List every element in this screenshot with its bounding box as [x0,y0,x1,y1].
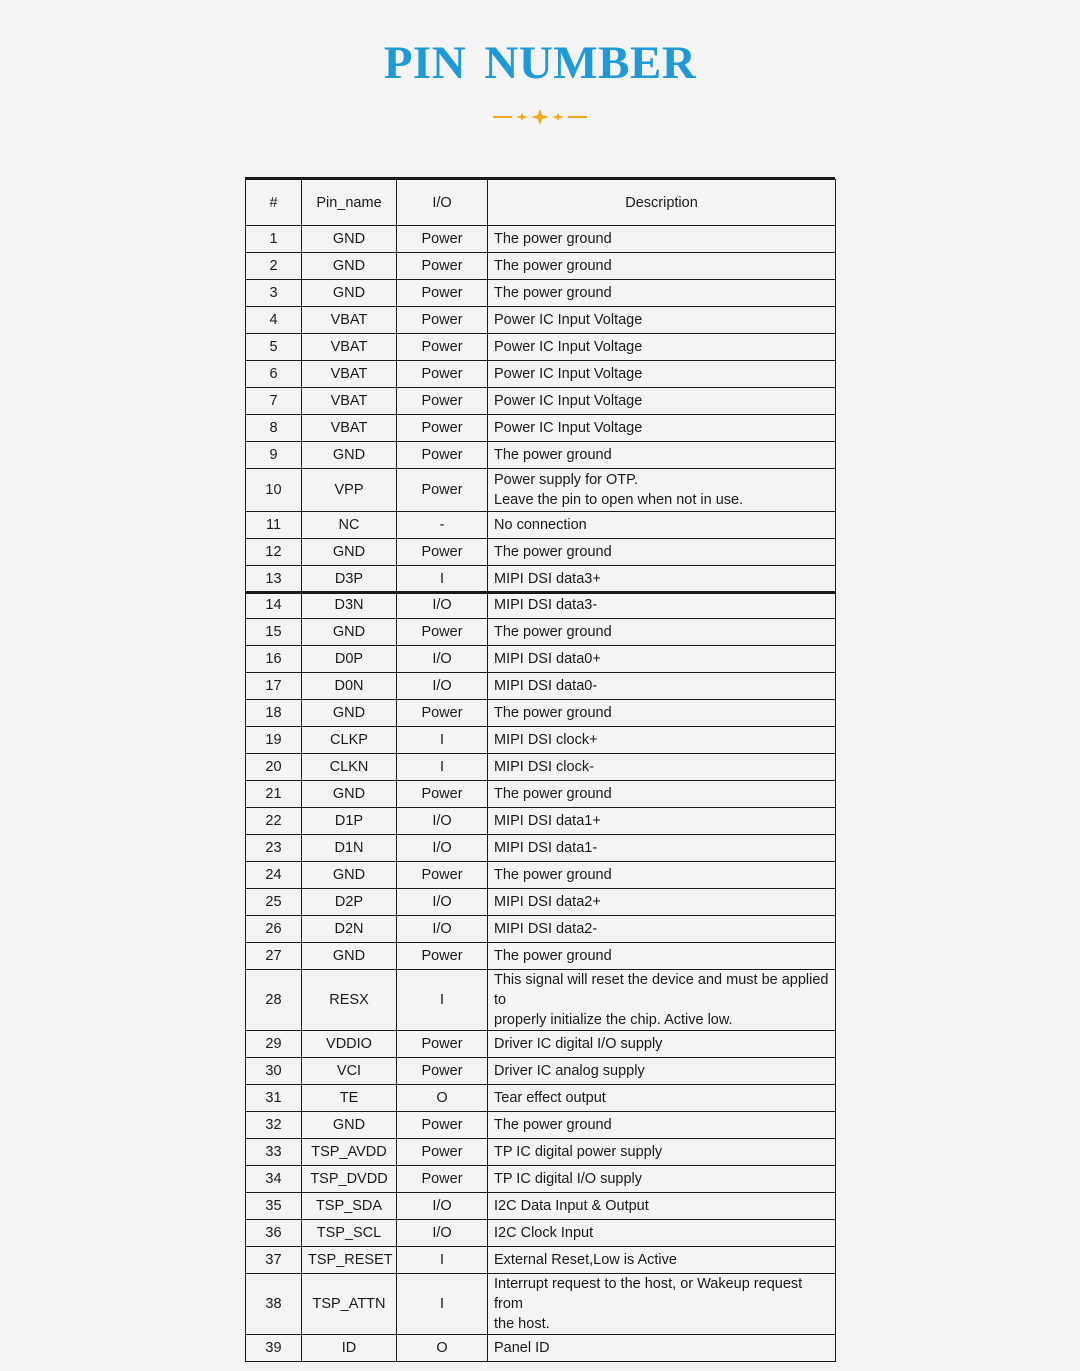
table-row [246,781,836,808]
pin-io-cell: Power [397,1139,488,1166]
description-line: Tear effect output [494,1090,606,1106]
pin-io-cell: I/O [397,889,488,916]
pin-table-part-2 [245,591,835,1362]
table-row [246,253,836,280]
pin-description-cell [488,592,836,619]
pin-description-cell [488,334,836,361]
pin-name-cell: NC [302,512,397,539]
pin-name-cell: VBAT [302,388,397,415]
pin-name-cell: D1P [302,808,397,835]
description-line: Panel ID [494,1340,550,1356]
table-row [246,1193,836,1220]
pin-description-cell [488,673,836,700]
description-line: MIPI DSI data1+ [494,813,601,829]
pin-number-cell: 15 [246,619,302,646]
pin-number-cell: 6 [246,361,302,388]
pin-io-cell: I/O [397,646,488,673]
pin-description-cell [488,1058,836,1085]
pin-io-cell: I [397,566,488,593]
pin-io-cell: I/O [397,808,488,835]
pin-name-cell: CLKP [302,727,397,754]
pin-description-cell [488,619,836,646]
table-row [246,943,836,970]
pin-description-cell [488,889,836,916]
description-line: The power ground [494,231,612,247]
pin-description-cell [488,835,836,862]
table-row [246,566,836,593]
description-line: Driver IC digital I/O supply [494,1036,663,1052]
pin-io-cell: I/O [397,835,488,862]
table-row [246,442,836,469]
pin-number-cell: 31 [246,1085,302,1112]
pin-description-cell [488,727,836,754]
header-description: Description [488,180,836,226]
pin-description-cell [488,754,836,781]
pin-io-cell: Power [397,226,488,253]
pin-number-cell: 22 [246,808,302,835]
pin-name-cell: D0N [302,673,397,700]
description-line: MIPI DSI data0- [494,678,598,694]
pin-number-cell: 5 [246,334,302,361]
pin-number-cell: 33 [246,1139,302,1166]
pin-io-cell: I [397,1247,488,1274]
pin-number-cell: 24 [246,862,302,889]
description-line: External Reset,Low is Active [494,1252,677,1268]
pin-description-cell [488,808,836,835]
pin-name-cell: GND [302,1112,397,1139]
pin-number-cell: 36 [246,1220,302,1247]
table-row [246,512,836,539]
pin-io-cell: I/O [397,916,488,943]
pin-description-cell [488,1112,836,1139]
pin-number-cell: 37 [246,1247,302,1274]
pin-name-cell: GND [302,862,397,889]
pin-io-cell: Power [397,253,488,280]
pin-description-cell [488,943,836,970]
table-row [246,592,836,619]
pin-description-cell [488,781,836,808]
pin-name-cell: D3N [302,592,397,619]
pin-name-cell: CLKN [302,754,397,781]
table-row [246,646,836,673]
pin-number-cell: 4 [246,307,302,334]
description-line: Interrupt request to the host, or Wakeup request from [494,1276,803,1312]
pin-io-cell: I [397,727,488,754]
pin-description-cell [488,700,836,727]
pin-description-cell [488,469,836,512]
description-line: MIPI DSI data0+ [494,651,601,667]
description-line: The power ground [494,948,612,964]
pin-name-cell: D1N [302,835,397,862]
pin-io-cell: I [397,970,488,1031]
pin-number-cell: 34 [246,1166,302,1193]
pin-name-cell: VBAT [302,415,397,442]
pin-description-cell [488,1193,836,1220]
table-row [246,1139,836,1166]
table-row [246,469,836,512]
description-line: Power IC Input Voltage [494,393,643,409]
description-line: Driver IC analog supply [494,1063,645,1079]
pin-number-cell: 10 [246,469,302,512]
description-line: The power ground [494,624,612,640]
pin-name-cell: VCI [302,1058,397,1085]
pin-table-continued [245,591,836,1362]
description-line: I2C Data Input & Output [494,1198,649,1214]
description-line: Power IC Input Voltage [494,366,643,382]
description-line: Power IC Input Voltage [494,420,643,436]
table-header-row [246,180,836,226]
pin-number-cell: 9 [246,442,302,469]
pin-io-cell: Power [397,539,488,566]
table-row [246,1220,836,1247]
header-number: # [246,180,302,226]
pin-number-cell: 1 [246,226,302,253]
pin-io-cell: Power [397,700,488,727]
table-row [246,361,836,388]
pin-number-cell: 38 [246,1274,302,1335]
pin-name-cell: D2N [302,916,397,943]
pin-name-cell: D3P [302,566,397,593]
pin-number-cell: 29 [246,1031,302,1058]
pin-io-cell: I/O [397,673,488,700]
pin-number-cell: 32 [246,1112,302,1139]
table-row [246,1058,836,1085]
pin-number-cell: 23 [246,835,302,862]
pin-number-cell: 39 [246,1335,302,1362]
pin-description-cell [488,388,836,415]
table-row [246,280,836,307]
pin-name-cell: VBAT [302,334,397,361]
table-row [246,334,836,361]
description-line: This signal will reset the device and must be applied to [494,972,829,1008]
pin-number-cell: 3 [246,280,302,307]
description-line: The power ground [494,258,612,274]
table-row [246,1166,836,1193]
table-row [246,1247,836,1274]
pin-number-cell: 7 [246,388,302,415]
description-line: The power ground [494,786,612,802]
pin-name-cell: D0P [302,646,397,673]
pin-name-cell: TSP_RESET [302,1247,397,1274]
pin-description-cell [488,512,836,539]
pin-io-cell: Power [397,307,488,334]
pin-description-cell [488,970,836,1031]
description-line: The power ground [494,447,612,463]
description-line: MIPI DSI data2- [494,921,598,937]
table-row [246,1274,836,1335]
pin-io-cell: Power [397,619,488,646]
description-line: TP IC digital I/O supply [494,1171,643,1187]
pin-name-cell: VBAT [302,307,397,334]
pin-name-cell: VPP [302,469,397,512]
pin-description-cell [488,539,836,566]
pin-io-cell: I/O [397,1220,488,1247]
description-line: TP IC digital power supply [494,1144,663,1160]
pin-name-cell: ID [302,1335,397,1362]
pin-name-cell: GND [302,781,397,808]
pin-number-cell: 20 [246,754,302,781]
pin-io-cell: I/O [397,592,488,619]
table-row [246,1112,836,1139]
description-line: Leave the pin to open when not in use. [494,492,744,508]
pin-name-cell: TE [302,1085,397,1112]
table-row [246,700,836,727]
pin-number-cell: 18 [246,700,302,727]
pin-description-cell [488,1139,836,1166]
table-row [246,619,836,646]
pin-description-cell [488,361,836,388]
table-row [246,539,836,566]
pin-description-cell [488,1220,836,1247]
pin-number-cell: 25 [246,889,302,916]
pin-io-cell: Power [397,388,488,415]
header-pin-name: Pin_name [302,180,397,226]
table-row [246,307,836,334]
pin-name-cell: GND [302,619,397,646]
table-row [246,1085,836,1112]
pin-number-cell: 30 [246,1058,302,1085]
table-row [246,970,836,1031]
table-row [246,415,836,442]
table-row [246,673,836,700]
pin-name-cell: GND [302,700,397,727]
pin-name-cell: GND [302,943,397,970]
pin-description-cell [488,226,836,253]
pin-io-cell: Power [397,415,488,442]
pin-description-cell [488,307,836,334]
pin-name-cell: GND [302,253,397,280]
pin-description-cell [488,916,836,943]
pin-description-cell [488,280,836,307]
pin-description-cell [488,1335,836,1362]
pin-number-cell: 16 [246,646,302,673]
pin-table [245,179,836,594]
pin-io-cell: Power [397,469,488,512]
pin-io-cell: Power [397,280,488,307]
pin-io-cell: Power [397,361,488,388]
pin-io-cell: Power [397,1058,488,1085]
description-line: The power ground [494,867,612,883]
table-row [246,862,836,889]
pin-name-cell: D2P [302,889,397,916]
pin-number-cell: 12 [246,539,302,566]
pin-number-cell: 17 [246,673,302,700]
description-line: MIPI DSI clock+ [494,732,598,748]
pin-io-cell: Power [397,1031,488,1058]
table-row [246,808,836,835]
pin-number-cell: 8 [246,415,302,442]
pin-number-cell: 2 [246,253,302,280]
pin-description-cell [488,566,836,593]
pin-io-cell: Power [397,862,488,889]
description-line: properly initialize the chip. Active low. [494,1012,733,1028]
pin-number-cell: 14 [246,592,302,619]
description-line: Power IC Input Voltage [494,339,643,355]
page-title: PIN NUMBER [383,37,697,89]
pin-name-cell: GND [302,226,397,253]
pin-description-cell [488,1247,836,1274]
pin-description-cell [488,646,836,673]
pin-io-cell: I/O [397,1193,488,1220]
pin-name-cell: TSP_SCL [302,1220,397,1247]
table-row [246,226,836,253]
pin-name-cell: TSP_AVDD [302,1139,397,1166]
pin-number-cell: 26 [246,916,302,943]
pin-name-cell: GND [302,442,397,469]
description-line: the host. [494,1316,550,1332]
pin-number-cell: 21 [246,781,302,808]
pin-io-cell: Power [397,334,488,361]
pin-io-cell: - [397,512,488,539]
pin-name-cell: TSP_SDA [302,1193,397,1220]
table-row [246,835,836,862]
description-line: The power ground [494,705,612,721]
description-line: MIPI DSI data3+ [494,570,601,587]
pin-description-cell [488,1031,836,1058]
pin-name-cell: VBAT [302,361,397,388]
star-divider-icon [490,102,590,132]
pin-number-cell: 28 [246,970,302,1031]
pin-description-cell [488,415,836,442]
pin-io-cell: Power [397,1166,488,1193]
table-row [246,754,836,781]
pin-description-cell [488,1166,836,1193]
description-line: MIPI DSI data3- [494,597,598,613]
description-line: No connection [494,517,587,533]
pin-description-cell [488,862,836,889]
pin-name-cell: VDDIO [302,1031,397,1058]
pin-io-cell: Power [397,943,488,970]
table-row [246,889,836,916]
table-row [246,1031,836,1058]
description-line: I2C Clock Input [494,1225,594,1241]
pin-io-cell: Power [397,781,488,808]
table-row [246,727,836,754]
description-line: Power IC Input Voltage [494,312,643,328]
pin-name-cell: TSP_DVDD [302,1166,397,1193]
description-line: Power supply for OTP. [494,472,638,488]
pin-name-cell: GND [302,539,397,566]
pin-table-part-1 [245,177,835,594]
description-line: The power ground [494,1117,612,1133]
pin-number-cell: 27 [246,943,302,970]
pin-name-cell: TSP_ATTN [302,1274,397,1335]
pin-io-cell: Power [397,1112,488,1139]
pin-number-cell: 19 [246,727,302,754]
description-line: MIPI DSI data1- [494,840,598,856]
pin-number-cell: 13 [246,566,302,593]
pin-name-cell: RESX [302,970,397,1031]
description-line: The power ground [494,544,612,560]
pin-description-cell [488,442,836,469]
description-line: MIPI DSI clock- [494,759,594,775]
header-io: I/O [397,180,488,226]
table-row [246,1335,836,1362]
pin-number-cell: 35 [246,1193,302,1220]
pin-io-cell: O [397,1085,488,1112]
table-row [246,388,836,415]
pin-io-cell: O [397,1335,488,1362]
pin-description-cell [488,1274,836,1335]
pin-name-cell: GND [302,280,397,307]
pin-io-cell: I [397,754,488,781]
pin-description-cell [488,1085,836,1112]
description-line: MIPI DSI data2+ [494,894,601,910]
pin-description-cell [488,253,836,280]
pin-io-cell: Power [397,442,488,469]
pin-number-cell: 11 [246,512,302,539]
pin-io-cell: I [397,1274,488,1335]
table-row [246,916,836,943]
description-line: The power ground [494,285,612,301]
